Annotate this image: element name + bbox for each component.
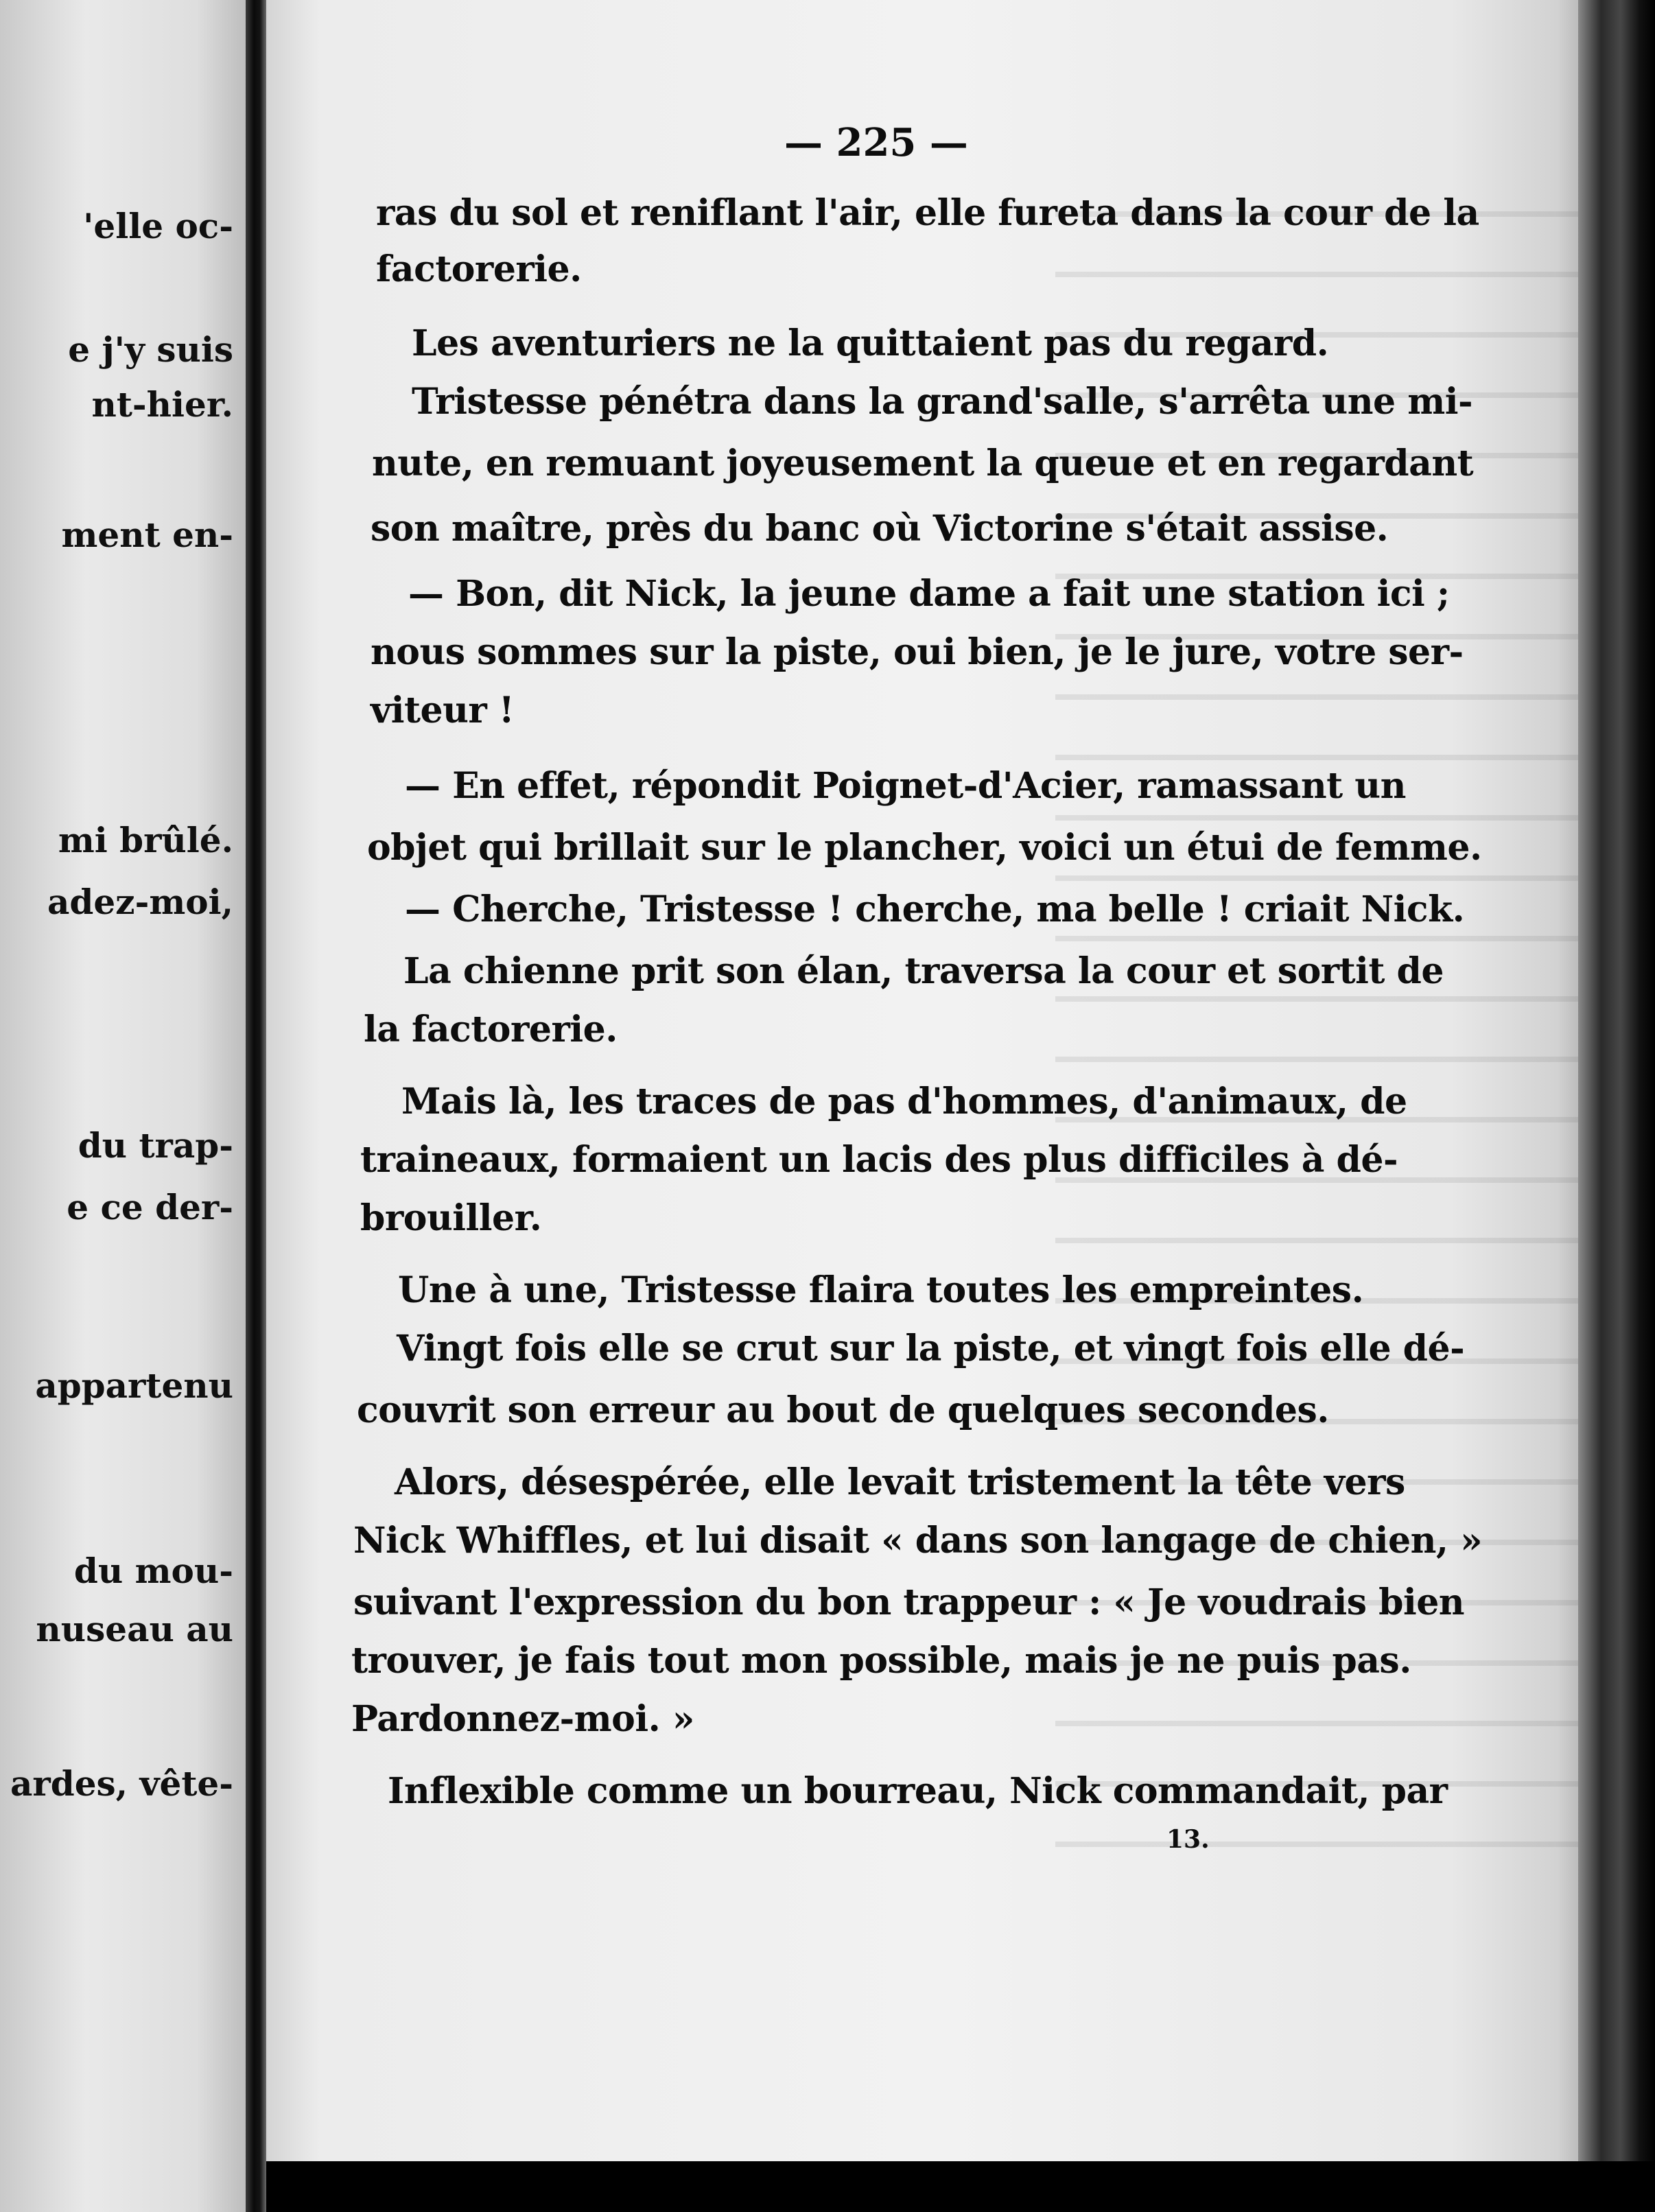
body-line: Une à une, Tristesse flaira toutes les empreintes. <box>398 1269 1364 1311</box>
body-line: nous sommes sur la piste, oui bien, je le jure, votre ser- <box>371 631 1464 673</box>
body-line: Tristesse pénétra dans la grand'salle, s'arrêta une mi- <box>412 381 1473 423</box>
previous-page-line: du trap- <box>78 1125 233 1166</box>
page-edge-shadow <box>1578 0 1655 2212</box>
body-line: La chienne prit son élan, traversa la cour et sortit de <box>403 950 1444 992</box>
body-line: ras du sol et reniflant l'air, elle fureta dans la cour de la <box>376 192 1479 234</box>
previous-page-line: mi brûlé. <box>58 820 233 860</box>
previous-page-text <box>0 0 233 2212</box>
body-line: factorerie. <box>376 248 582 290</box>
previous-page-line: 'elle oc- <box>83 206 233 246</box>
body-line: viteur ! <box>371 690 515 731</box>
body-line: traineaux, formaient un lacis des plus difficiles à dé- <box>360 1139 1398 1181</box>
body-line: couvrit son erreur au bout de quelques secondes. <box>357 1389 1329 1431</box>
body-line: la factorerie. <box>364 1009 618 1050</box>
body-line: Mais là, les traces de pas d'hommes, d'animaux, de <box>401 1081 1407 1122</box>
scan-bottom-border <box>266 2161 1655 2212</box>
previous-page-line: adez-moi, <box>47 882 233 922</box>
body-line: — En effet, répondit Poignet-d'Acier, ramassant un <box>405 765 1406 807</box>
body-line: trouver, je fais tout mon possible, mais je ne puis pas. <box>351 1640 1411 1682</box>
body-line: — Cherche, Tristesse ! cherche, ma belle ! criait Nick. <box>405 889 1465 930</box>
body-line: brouiller. <box>360 1197 542 1239</box>
body-line: Les aventuriers ne la quittaient pas du regard. <box>412 322 1329 364</box>
body-line: son maître, près du banc où Victorine s'était assise. <box>371 508 1389 550</box>
previous-page-line: nuseau au <box>36 1609 233 1649</box>
body-line: Inflexible comme un bourreau, Nick commandait, par <box>388 1770 1448 1812</box>
previous-page-line: e ce der- <box>67 1187 233 1227</box>
previous-page-line: ardes, vête- <box>10 1763 233 1804</box>
previous-page-fragment <box>0 0 246 2212</box>
body-line: Nick Whiffles, et lui disait « dans son langage de chien, » <box>353 1520 1483 1562</box>
previous-page-line: du mou- <box>73 1551 233 1591</box>
book-gutter <box>246 0 266 2212</box>
body-line: Alors, désespérée, elle levait tristement la tête vers <box>395 1461 1405 1503</box>
body-line: nute, en remuant joyeusement la queue et en regardant <box>372 443 1474 484</box>
body-line: objet qui brillait sur le plancher, voici un étui de femme. <box>367 827 1482 869</box>
page-number: — 225 — <box>784 120 968 165</box>
previous-page-line: appartenu <box>35 1365 233 1406</box>
body-line: — Bon, dit Nick, la jeune dame a fait une station ici ; <box>408 573 1450 615</box>
previous-page-line: e j'y suis <box>68 329 233 370</box>
previous-page-line: ment en- <box>61 515 233 555</box>
body-line: suivant l'expression du bon trappeur : « Je voudrais bien <box>353 1581 1465 1623</box>
signature-mark: 13. <box>1166 1825 1210 1854</box>
bleed-through-shadow <box>1055 172 1604 1887</box>
body-line: Vingt fois elle se crut sur la piste, et vingt fois elle dé- <box>397 1328 1465 1369</box>
previous-page-line: nt-hier. <box>91 384 233 425</box>
body-line: Pardonnez-moi. » <box>351 1698 694 1740</box>
